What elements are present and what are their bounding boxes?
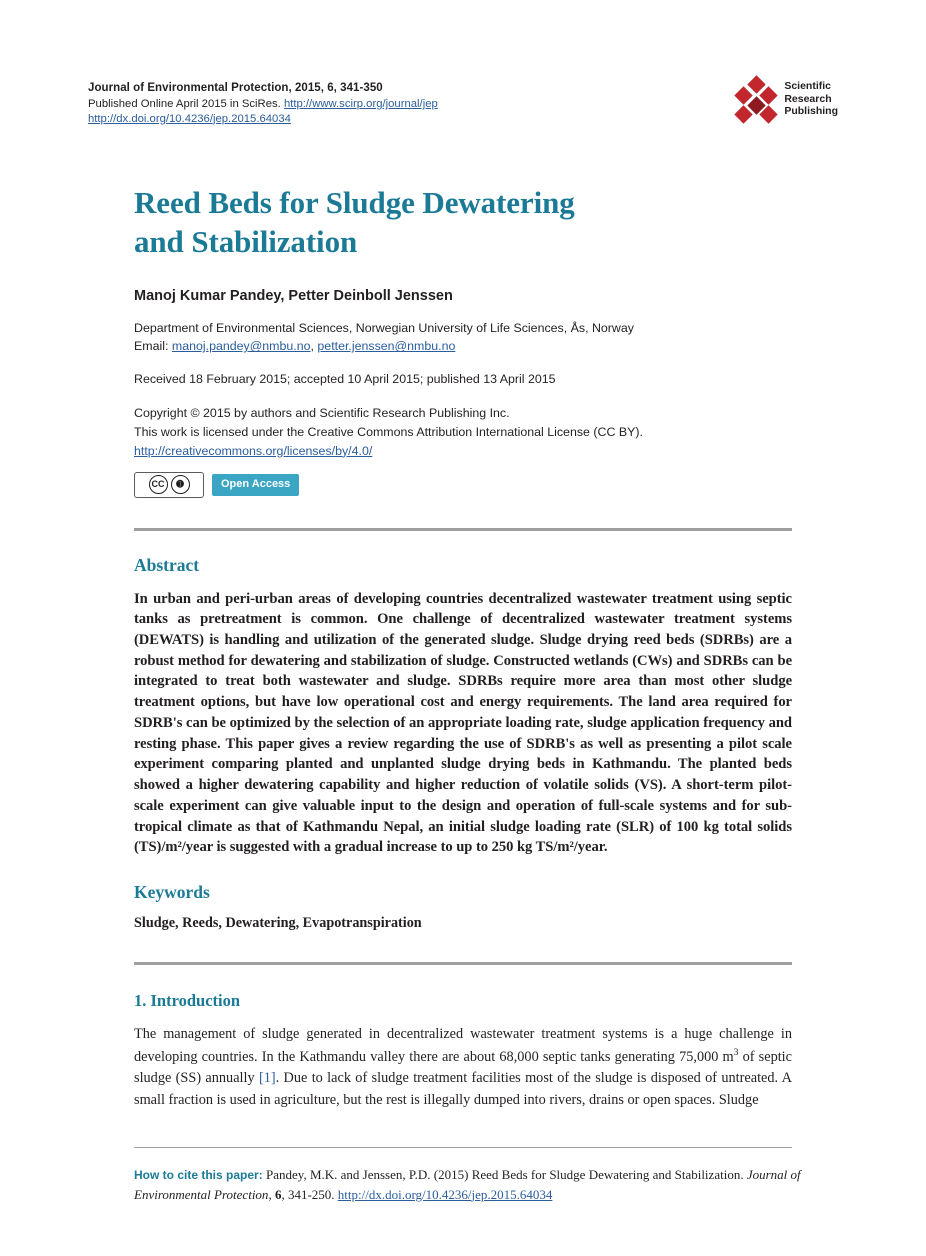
how-to-cite-label: How to cite this paper:: [134, 1168, 267, 1182]
diamond-grid-icon: [735, 78, 777, 120]
citation-doi-link[interactable]: http://dx.doi.org/10.4236/jep.2015.64034: [337, 1186, 553, 1202]
author-list: Manoj Kumar Pandey, Petter Deinboll Jenssen: [134, 287, 453, 304]
abstract-text: In urban and peri-urban areas of developing countries decentralized wastewater treatment using septic tanks as pretreatment is common. One challenge of decentralized wastewater treatment systems (DEWATS) is handling and utilization of the generated sludge. Sludge drying reed beds (SDRBs) are a robust method for dewatering and stabilization of sludge. Constructed wetlands (CWs) and SDRBs can be integrated to treat both wastewater and sludge. SDRBs require more area than most other sludge treatment options, but have low operational cost and energy requirements. The land area required for SDRB's can be optimized by the selection of an appropriate loading rate, sludge application frequency and resting phase. This paper gives a review regarding the use of SDRB's as well as presenting a pilot scale experiment comparing planted and unplanted sludge drying beds in Kathmandu. The planted beds showed a higher dewatering capability and higher reduction of volatile solids (VS). A short-term pilot-scale experiment can give valuable input to the design and operation of full-scale systems and for sub-tropical climate as that of Kathmandu Nepal, an initial sludge loading rate (SLR) of 100 kg total solids (TS)/m²/year is suggested with a gradual increase to up to 250 kg TS/m²/year.: [134, 590, 792, 856]
publisher-name-line2: Research: [784, 92, 832, 105]
citation-text-3: , 341-250.: [281, 1186, 338, 1202]
citation-volume: 6: [274, 1186, 282, 1202]
affiliation: [134, 319, 838, 356]
introduction-text: [88, 1024, 838, 1112]
badge-row: [134, 472, 838, 498]
citation-journal-name: Journal of Environmental Protection: [134, 1167, 801, 1202]
title-line-2: and Stabilization: [134, 224, 358, 260]
copyright-block: [134, 404, 838, 461]
introduction-heading: 1. Introduction: [134, 990, 241, 1010]
masthead: [88, 0, 838, 125]
intro-superscript: 3: [733, 1046, 739, 1058]
creative-commons-badge[interactable]: [134, 472, 204, 498]
reference-link-1[interactable]: [1]: [258, 1070, 276, 1087]
author-block: [88, 288, 838, 498]
email-label: Email:: [134, 339, 172, 354]
doi-line: [88, 113, 838, 125]
email-link-1[interactable]: manoj.pandey@nmbu.no: [171, 339, 311, 354]
divider-bottom: [134, 962, 792, 965]
copyright-line-2: This work is licensed under the Creative Commons Attribution International License (CC BY).: [134, 424, 643, 439]
page-title: [88, 183, 838, 262]
journal-homepage-link[interactable]: http://www.scirp.org/journal/jep: [283, 98, 438, 110]
copyright-line-1: Copyright © 2015 by authors and Scientific Research Publishing Inc.: [134, 406, 510, 421]
publisher-name: [784, 80, 838, 118]
open-access-badge[interactable]: Open Access: [212, 474, 299, 496]
publisher-logo: [735, 78, 838, 120]
license-link[interactable]: http://creativecommons.org/licenses/by/4.0/: [134, 443, 373, 458]
intro-text-part-2: of septic sludge (SS) annually: [134, 1048, 793, 1087]
keywords-heading: Keywords: [134, 881, 210, 902]
journal-citation-line: Journal of Environmental Protection, 2015, 6, 341-350: [88, 82, 383, 94]
publisher-name-line1: Scientific: [784, 79, 832, 92]
email-line: [134, 337, 838, 356]
intro-text-part-1: The management of sludge generated in decentralized wastewater treatment systems is a huge challenge in developing countries. In the Kathmandu valley there are about 68,000 septic tanks generating 75,000 m: [134, 1025, 792, 1065]
divider-top: [134, 528, 792, 531]
title-line-1: Reed Beds for Sludge Dewatering: [134, 184, 575, 220]
how-to-cite: [134, 1165, 838, 1204]
intro-text-part-3: . Due to lack of sludge treatment facilities most of the sludge is disposed of untreated. A small fraction is used in agriculture, but the rest is illegally dumped into rivers, drains or open spaces. Sludge: [134, 1070, 792, 1108]
published-online-line: [88, 98, 838, 110]
footer-divider: [134, 1147, 792, 1149]
keywords-text: Sludge, Reeds, Dewatering, Evapotranspiration: [134, 914, 422, 931]
license-line: [134, 442, 838, 461]
published-online-text: Published Online April 2015 in SciRes.: [88, 98, 284, 110]
affiliation-text: Department of Environmental Sciences, Norwegian University of Life Sciences, Ås, Norway: [134, 320, 634, 335]
email-separator: ,: [310, 339, 318, 354]
publisher-name-line3: Publishing: [784, 105, 838, 118]
doi-link[interactable]: http://dx.doi.org/10.4236/jep.2015.64034: [88, 112, 291, 125]
cc-icon: CC: [149, 475, 168, 494]
abstract-heading: Abstract: [134, 554, 200, 575]
citation-text-2: ,: [268, 1186, 275, 1202]
publication-dates: Received 18 February 2015; accepted 10 April 2015; published 13 April 2015: [134, 372, 556, 387]
cc-by-icon: ➊: [171, 475, 190, 494]
citation-text-1: Pandey, M.K. and Jenssen, P.D. (2015) Reed Beds for Sludge Dewatering and Stabilization.: [266, 1167, 747, 1182]
email-link-2[interactable]: petter.jenssen@nmbu.no: [317, 339, 456, 354]
